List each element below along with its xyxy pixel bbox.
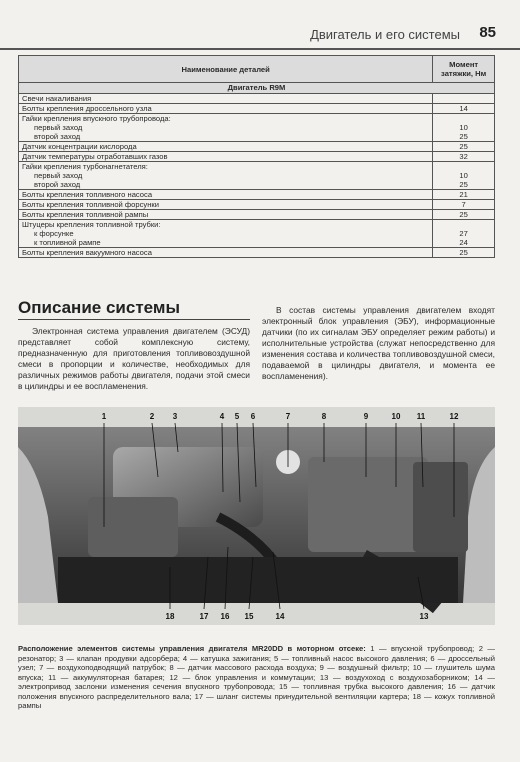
part-subitem: второй заход [34,132,81,141]
torque-value-cell [433,162,495,190]
callout-number: 16 [220,612,230,621]
battery [413,462,468,552]
callout-number: 14 [275,612,285,621]
callout-number: 18 [165,612,175,621]
torque-value-cell [433,248,495,258]
torque-value-cell [433,200,495,210]
torque-value: 7 [461,200,466,209]
caption-title: Расположение элементов системы управления двигателя MR20DD в моторном отсеке: [18,644,366,653]
callout-number: 6 [250,412,256,421]
torque-value: 10 [459,123,468,132]
part-name-cell [19,190,433,200]
part-name-cell [19,104,433,114]
part-name: Гайки крепления турбонагнетателя: [22,162,148,171]
table-row [19,220,495,248]
intake-manifold [88,497,178,557]
callout-number: 3 [172,412,178,421]
part-name: Гайки крепления впускного трубопровода: [22,114,171,123]
page-number: 85 [479,24,496,41]
part-name: Болты крепления топливной рампы [22,210,149,219]
torque-value-cell [433,94,495,104]
caption-text: 1 — впускной трубопровод; 2 — резонатор; 3 — клапан продувки адсорбера; 4 — катушка зажигания; 5 — топливный насос высокого давления; 6 — дроссельный узел; 7 — воздухоподводящий патрубок; 8 — датчик массового расхода воздуха; 9 — воздушный фильтр; 10 — глушитель шума впуска; 11 — аккумуляторная батарея; 12 — блок управления и коммутации; 13 — воздухоход с воздухозаборником; 14 — электропривод заслонки изменения сечения впускного трубопровода; 15 — топливная трубка высокого давления; 16 — датчик положения впускного распределительного вала; 17 — шланг системы принудительной вентиляции картера; 18 — кожух топливной рампы [18,644,496,710]
callout-number: 5 [234,412,240,421]
figure-caption [18,644,495,711]
torque-value-cell [433,152,495,162]
torque-value: 25 [459,132,468,141]
table-body [19,83,495,258]
torque-value: 25 [459,248,468,257]
engine-bay-illustration [18,407,495,625]
part-subitem: первый заход [34,123,83,132]
part-name: Датчик концентрации кислорода [22,142,137,151]
running-title: Двигатель и его системы [310,27,460,42]
part-name-cell [19,210,433,220]
torque-value-cell [433,220,495,248]
callout-number: 9 [363,412,369,421]
table-row [19,94,495,104]
column-header-value: Момент затяжки, Нм [433,56,495,83]
part-name-cell [19,152,433,162]
part-name: Болты крепления вакуумного насоса [22,248,152,257]
body-text-right: В состав системы управления двигателем входят электронный блок управления (ЭБУ), информационные датчики (по их сигналам ЭБУ определяет режим работы) и исполнительные устройства (служат непосредственно для изменения состава и количества топливовоздушной смеси, подаваемой в цилиндры двигателя, и момента ее воспламенения). [262,305,495,381]
part-name-cell [19,114,433,142]
part-name-cell [19,248,433,258]
part-name-cell [19,94,433,104]
torque-value [436,94,491,103]
table-row [19,248,495,258]
torque-value: 25 [459,180,468,189]
group-title: Двигатель R9M [19,83,495,94]
torque-value: 27 [459,229,468,238]
part-name-cell [19,200,433,210]
callout-number: 7 [285,412,291,421]
part-subitem: первый заход [34,171,83,180]
torque-value-cell [433,210,495,220]
section-title: Описание системы [18,298,180,317]
torque-value: 25 [459,142,468,151]
torque-value: 10 [459,171,468,180]
section-divider [18,319,250,320]
torque-value-cell [433,114,495,142]
table-row [19,114,495,142]
table-row [19,142,495,152]
callout-number: 4 [219,412,225,421]
part-name: Болты крепления топливного насоса [22,190,153,199]
table-row [19,162,495,190]
part-subitem: второй заход [34,180,81,189]
callout-number: 10 [391,412,401,421]
part-name: Датчик температуры отработавших газов [22,152,168,161]
part-subitem: к топливной рампе [34,238,101,247]
torque-value: 25 [459,210,468,219]
air-filter-box [308,457,428,552]
part-name: Свечи накаливания [22,94,92,103]
torque-value-cell [433,104,495,114]
callout-number: 15 [244,612,254,621]
column-header-name: Наименование деталей [19,56,433,83]
table-header-row [19,56,495,83]
table-group-row [19,83,495,94]
callout-number: 2 [149,412,155,421]
part-subitem: к форсунке [34,229,74,238]
part-name-cell [19,220,433,248]
callout-number: 8 [321,412,327,421]
table-row [19,190,495,200]
callout-number: 17 [199,612,209,621]
callout-number: 11 [416,412,426,421]
torque-value: 21 [459,190,468,199]
table-row [19,210,495,220]
part-name-cell [19,162,433,190]
callout-number: 1 [101,412,107,421]
torque-value: 24 [459,238,468,247]
torque-value-cell [433,142,495,152]
body-text-left: Электронная система управления двигателем (ЭСУД) представляет собой комплексную систему, предназначенную для приготовления топливовоздушной смеси в пропорции и количестве, необходимых для различных режимов работы двигателя, подачи этой смеси в цилиндры и ее воспламенения. [18,326,250,391]
torque-value: 32 [459,152,468,161]
table-row [19,200,495,210]
engine-bay-photo [18,407,495,625]
page-header [0,0,520,50]
callout-number: 13 [419,612,429,621]
lower-bay [58,557,458,603]
part-name: Болты крепления дроссельного узла [22,104,152,113]
table-row [19,104,495,114]
table-row [19,152,495,162]
part-name: Болты крепления топливной форсунки [22,200,159,209]
part-name: Штуцеры крепления топливной трубки: [22,220,161,229]
torque-table [18,55,495,258]
callout-number: 12 [449,412,459,421]
torque-value: 14 [459,104,468,113]
torque-value-cell [433,190,495,200]
part-name-cell [19,142,433,152]
